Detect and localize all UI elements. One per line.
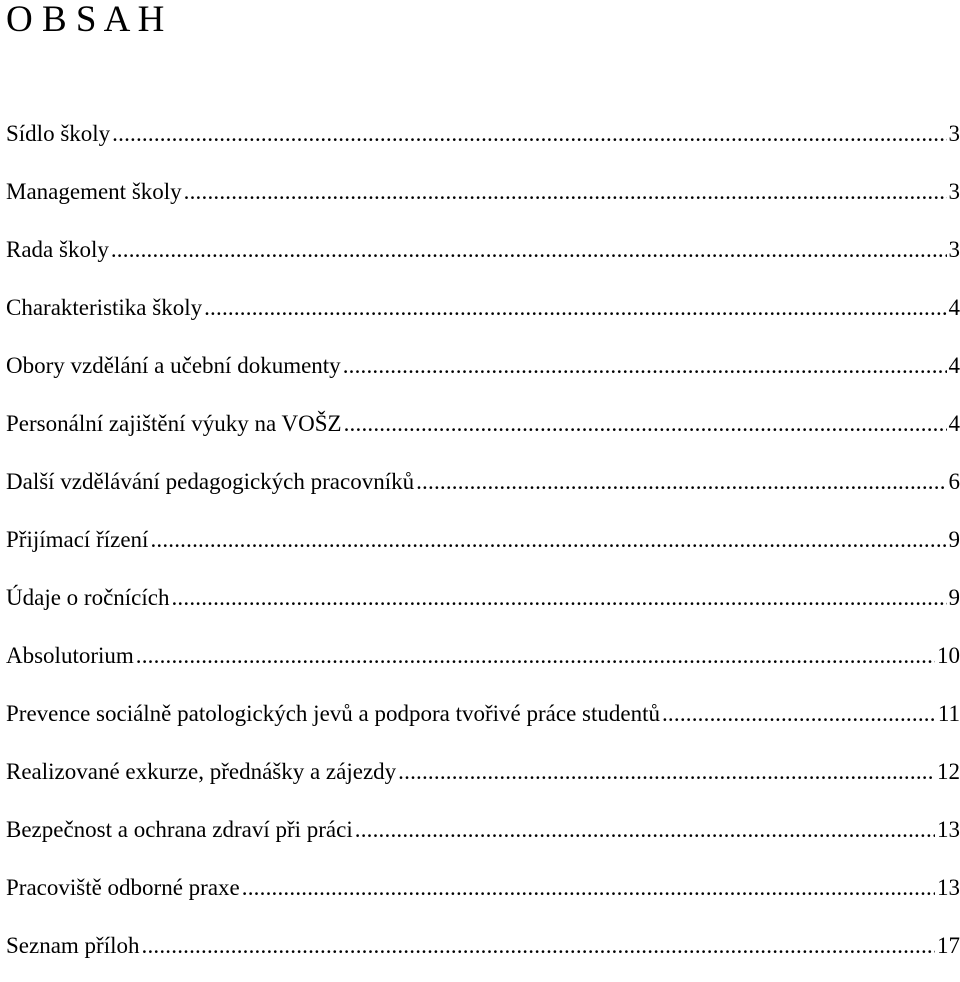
toc-entry-title: Prevence sociálně patologických jevů a podpora tvořivé práce studentů	[6, 692, 660, 736]
toc-entry-page: 4	[949, 402, 960, 446]
toc-entry-title: Rada školy	[6, 228, 109, 272]
toc-dot-leader	[112, 112, 946, 156]
toc-dot-leader	[343, 344, 947, 388]
toc-dot-leader	[344, 402, 947, 446]
toc-dot-leader	[136, 634, 935, 678]
toc-entry[interactable]	[6, 576, 960, 634]
toc-entry-page: 3	[949, 112, 960, 156]
toc-entry-page: 3	[949, 170, 960, 214]
toc-entry[interactable]	[6, 866, 960, 924]
toc-entry-title: Personální zajištění výuky na VOŠZ	[6, 402, 342, 446]
toc-entry-title: Pracoviště odborné praxe	[6, 866, 240, 910]
toc-entry[interactable]	[6, 402, 960, 460]
toc-entry[interactable]	[6, 518, 960, 576]
toc-entry-title: Další vzdělávání pedagogických pracovníků	[6, 460, 414, 504]
toc-entry-page: 11	[938, 692, 960, 736]
toc-dot-leader	[171, 576, 946, 620]
toc-dot-leader	[355, 808, 935, 852]
toc-entry-title: Obory vzdělání a učební dokumenty	[6, 344, 341, 388]
toc-entry-page: 3	[949, 228, 960, 272]
toc-entry-page: 6	[949, 460, 960, 504]
toc-entry[interactable]	[6, 344, 960, 402]
toc-entry[interactable]	[6, 228, 960, 286]
toc-entry-page: 13	[937, 866, 960, 910]
toc-entry-page: 9	[949, 518, 960, 562]
toc-entry-page: 13	[937, 808, 960, 852]
toc-dot-leader	[662, 692, 936, 736]
toc-entry[interactable]	[6, 112, 960, 170]
page-title: O B S A H	[6, 0, 164, 40]
toc-entry-page: 10	[937, 634, 960, 678]
toc-entry-title: Charakteristika školy	[6, 286, 202, 330]
toc-entry[interactable]	[6, 924, 960, 982]
toc-entry-title: Přijímací řízení	[6, 518, 148, 562]
toc-entry-page: 12	[937, 750, 960, 794]
toc-dot-leader	[142, 924, 936, 968]
toc-dot-leader	[242, 866, 935, 910]
toc-dot-leader	[111, 228, 947, 272]
toc-entry-title: Realizované exkurze, přednášky a zájezdy	[6, 750, 396, 794]
toc-dot-leader	[204, 286, 946, 330]
toc-dot-leader	[398, 750, 935, 794]
toc-entry[interactable]	[6, 808, 960, 866]
toc-entry-title: Absolutorium	[6, 634, 134, 678]
toc-entry[interactable]	[6, 286, 960, 344]
toc-entry-title: Bezpečnost a ochrana zdraví při práci	[6, 808, 353, 852]
toc-entry[interactable]	[6, 692, 960, 750]
toc-entry[interactable]	[6, 460, 960, 518]
toc-entry[interactable]	[6, 750, 960, 808]
toc-dot-leader	[416, 460, 946, 504]
toc-entry-title: Údaje o ročnících	[6, 576, 169, 620]
table-of-contents	[6, 112, 960, 982]
toc-dot-leader	[184, 170, 947, 214]
toc-entry[interactable]	[6, 634, 960, 692]
toc-entry-page: 17	[937, 924, 960, 968]
toc-entry-title: Management školy	[6, 170, 182, 214]
toc-entry-page: 9	[949, 576, 960, 620]
toc-entry[interactable]	[6, 170, 960, 228]
toc-entry-title: Seznam příloh	[6, 924, 140, 968]
toc-entry-page: 4	[949, 286, 960, 330]
toc-dot-leader	[150, 518, 946, 562]
toc-entry-title: Sídlo školy	[6, 112, 110, 156]
toc-entry-page: 4	[949, 344, 960, 388]
